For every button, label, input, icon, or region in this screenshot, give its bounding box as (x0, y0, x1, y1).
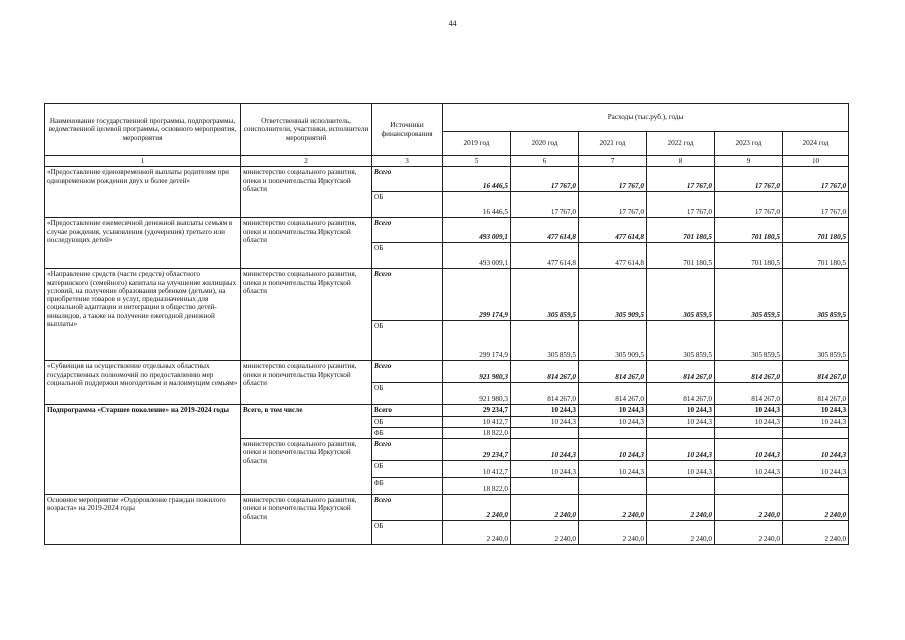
amount-cell: 2 240,0 (715, 495, 783, 521)
table-row (45, 167, 849, 192)
amount-cell: 10 244,3 (579, 439, 647, 461)
amount-cell: 17 767,0 (783, 167, 849, 192)
amount-cell: 493 009,1 (443, 218, 511, 243)
year-header: 2024 год (783, 132, 849, 156)
table-row (45, 218, 849, 243)
amount-cell: 2 240,0 (783, 521, 849, 545)
amount-cell (511, 427, 579, 438)
amount-cell: 2 240,0 (647, 521, 715, 545)
amount-cell: 477 614,8 (579, 243, 647, 269)
amount-cell: 10 244,3 (715, 439, 783, 461)
amount-cell: 701 180,5 (783, 218, 849, 243)
column-number: 2 (241, 156, 372, 167)
amount-cell: 16 446,5 (443, 192, 511, 218)
header-name: Наименование государственной программы, подпрограммы, ведомственной целевой программы, основного мероприятия, мероприятия (45, 104, 241, 156)
amount-cell: 10 412,7 (443, 416, 511, 427)
measure-name: Основное мероприятие «Оздоровление граждан пожилого возраста» на 2019-2024 годы (45, 495, 241, 545)
amount-cell (783, 427, 849, 438)
amount-cell: 814 267,0 (715, 383, 783, 405)
amount-cell: 29 234,7 (443, 405, 511, 416)
funding-source: Всего (372, 218, 443, 243)
measure-name: «Субвенция на осуществление отдельных областных государственных полномочий по предоставлению мер социальной поддержки многодетным и малоимущим семьям» (45, 361, 241, 405)
amount-cell: 305 859,5 (783, 269, 849, 321)
amount-cell: 10 244,3 (511, 439, 579, 461)
amount-cell: 17 767,0 (511, 192, 579, 218)
amount-cell: 10 244,3 (715, 405, 783, 416)
funding-source: ОБ (372, 521, 443, 545)
amount-cell: 10 244,3 (511, 405, 579, 416)
amount-cell: 701 180,5 (647, 218, 715, 243)
amount-cell: 29 234,7 (443, 439, 511, 461)
amount-cell: 10 244,3 (783, 439, 849, 461)
column-number: 5 (443, 156, 511, 167)
funding-source: Всего (372, 361, 443, 383)
amount-cell: 10 244,3 (647, 439, 715, 461)
amount-cell: 814 267,0 (579, 361, 647, 383)
amount-cell (783, 478, 849, 495)
amount-cell: 2 240,0 (715, 521, 783, 545)
amount-cell: 10 244,3 (783, 461, 849, 478)
funding-source: ОБ (372, 243, 443, 269)
amount-cell: 17 767,0 (579, 192, 647, 218)
amount-cell: 17 767,0 (783, 192, 849, 218)
amount-cell: 10 244,3 (511, 416, 579, 427)
year-header: 2021 год (579, 132, 647, 156)
amount-cell: 17 767,0 (511, 167, 579, 192)
executor-all: Всего, в том числе (241, 405, 372, 439)
executor: министерство социального развития, опеки и попечительства Иркутской области (241, 495, 372, 545)
amount-cell: 17 767,0 (579, 167, 647, 192)
expenses-table (44, 103, 849, 545)
amount-cell: 477 614,8 (511, 218, 579, 243)
funding-source: ФБ (372, 478, 443, 495)
amount-cell (715, 478, 783, 495)
amount-cell: 305 859,5 (511, 321, 579, 361)
amount-cell: 305 859,5 (715, 321, 783, 361)
amount-cell: 305 859,5 (511, 269, 579, 321)
amount-cell: 2 240,0 (443, 521, 511, 545)
amount-cell: 10 244,3 (783, 416, 849, 427)
funding-source: ОБ (372, 321, 443, 361)
column-number: 3 (372, 156, 443, 167)
amount-cell: 2 240,0 (511, 495, 579, 521)
amount-cell: 701 180,5 (647, 243, 715, 269)
amount-cell: 814 267,0 (783, 383, 849, 405)
amount-cell: 477 614,8 (579, 218, 647, 243)
amount-cell: 10 244,3 (715, 461, 783, 478)
amount-cell: 17 767,0 (715, 167, 783, 192)
executor: министерство социального развития, опеки и попечительства Иркутской области (241, 167, 372, 218)
amount-cell: 701 180,5 (715, 218, 783, 243)
amount-cell: 701 180,5 (715, 243, 783, 269)
amount-cell: 921 980,3 (443, 361, 511, 383)
amount-cell: 10 412,7 (443, 461, 511, 478)
subprogram-name: Подпрограмма «Старшее поколение» на 2019-2024 годы (45, 405, 241, 495)
amount-cell: 814 267,0 (647, 361, 715, 383)
amount-cell: 305 909,5 (579, 321, 647, 361)
table-row (45, 361, 849, 383)
amount-cell: 477 614,8 (511, 243, 579, 269)
amount-cell: 16 446,5 (443, 167, 511, 192)
funding-source: Всего (372, 439, 443, 461)
amount-cell: 305 859,5 (783, 321, 849, 361)
amount-cell: 10 244,3 (647, 416, 715, 427)
measure-name: «Предоставление единовременной выплаты родителям при одновременном рождении двух и более детей» (45, 167, 241, 218)
amount-cell: 701 180,5 (783, 243, 849, 269)
executor: министерство социального развития, опеки и попечительства Иркутской области (241, 269, 372, 361)
executor: министерство социального развития, опеки и попечительства Иркутской области (241, 361, 372, 405)
column-number: 1 (45, 156, 241, 167)
column-number: 6 (511, 156, 579, 167)
funding-source: Всего (372, 405, 443, 416)
column-number: 10 (783, 156, 849, 167)
amount-cell: 921 980,3 (443, 383, 511, 405)
executor: министерство социального развития, опеки и попечительства Иркутской области (241, 218, 372, 269)
measure-name: «Направление средств (части средств) областного материнского (семейного) капитала на улучшение жилищных условий, на получение образования ребенком (детьми), на приобретение товаров и услуг, предназначенных для социальной адаптации и интеграции в общество детей-инвалидов, а также на получение ежегодной денежной выплаты» (45, 269, 241, 361)
amount-cell: 305 909,5 (579, 269, 647, 321)
table-row (45, 269, 849, 321)
amount-cell: 10 244,3 (579, 461, 647, 478)
header-executor: Ответственный исполнитель, соисполнители, участники, исполнители мероприятий (241, 104, 372, 156)
amount-cell: 814 267,0 (511, 383, 579, 405)
amount-cell: 2 240,0 (783, 495, 849, 521)
column-number: 9 (715, 156, 783, 167)
amount-cell (511, 478, 579, 495)
table-row (45, 495, 849, 521)
year-header: 2022 год (647, 132, 715, 156)
amount-cell (647, 427, 715, 438)
amount-cell: 2 240,0 (511, 521, 579, 545)
column-number: 7 (579, 156, 647, 167)
amount-cell: 2 240,0 (579, 495, 647, 521)
amount-cell: 10 244,3 (579, 416, 647, 427)
page-number: 44 (448, 19, 457, 28)
funding-source: Всего (372, 495, 443, 521)
year-header: 2023 год (715, 132, 783, 156)
amount-cell: 17 767,0 (647, 167, 715, 192)
amount-cell: 814 267,0 (511, 361, 579, 383)
header-source: Источники финансирования (372, 104, 443, 156)
funding-source: Всего (372, 269, 443, 321)
amount-cell: 10 244,3 (715, 416, 783, 427)
funding-source: ОБ (372, 416, 443, 427)
amount-cell: 17 767,0 (715, 192, 783, 218)
amount-cell (715, 427, 783, 438)
amount-cell: 814 267,0 (783, 361, 849, 383)
amount-cell: 299 174,9 (443, 269, 511, 321)
amount-cell: 305 859,5 (647, 321, 715, 361)
year-header: 2020 год (511, 132, 579, 156)
funding-source: ОБ (372, 383, 443, 405)
funding-source: ФБ (372, 427, 443, 438)
amount-cell: 10 244,3 (579, 405, 647, 416)
funding-source: ОБ (372, 461, 443, 478)
amount-cell: 10 244,3 (647, 405, 715, 416)
funding-source: ОБ (372, 192, 443, 218)
amount-cell (579, 427, 647, 438)
amount-cell: 814 267,0 (647, 383, 715, 405)
amount-cell: 10 244,3 (647, 461, 715, 478)
amount-cell: 493 009,1 (443, 243, 511, 269)
amount-cell (647, 478, 715, 495)
executor: министерство социального развития, опеки и попечительства Иркутской области (241, 439, 372, 495)
amount-cell: 814 267,0 (715, 361, 783, 383)
amount-cell: 305 859,5 (715, 269, 783, 321)
year-header: 2019 год (443, 132, 511, 156)
amount-cell: 10 244,3 (783, 405, 849, 416)
amount-cell: 2 240,0 (647, 495, 715, 521)
amount-cell: 2 240,0 (443, 495, 511, 521)
funding-source: Всего (372, 167, 443, 192)
amount-cell: 2 240,0 (579, 521, 647, 545)
amount-cell: 17 767,0 (647, 192, 715, 218)
amount-cell: 305 859,5 (647, 269, 715, 321)
amount-cell: 18 822,0 (443, 427, 511, 438)
amount-cell (579, 478, 647, 495)
measure-name: «Предоставление ежемесячной денежной выплаты семьям в случае рождения, усыновления (удочерения) третьего или последующих детей» (45, 218, 241, 269)
amount-cell: 18 822,0 (443, 478, 511, 495)
amount-cell: 814 267,0 (579, 383, 647, 405)
amount-cell: 10 244,3 (511, 461, 579, 478)
table-row (45, 405, 849, 416)
column-number: 8 (647, 156, 715, 167)
amount-cell: 299 174,9 (443, 321, 511, 361)
header-expenses: Расходы (тыс.руб.), годы (443, 104, 849, 132)
